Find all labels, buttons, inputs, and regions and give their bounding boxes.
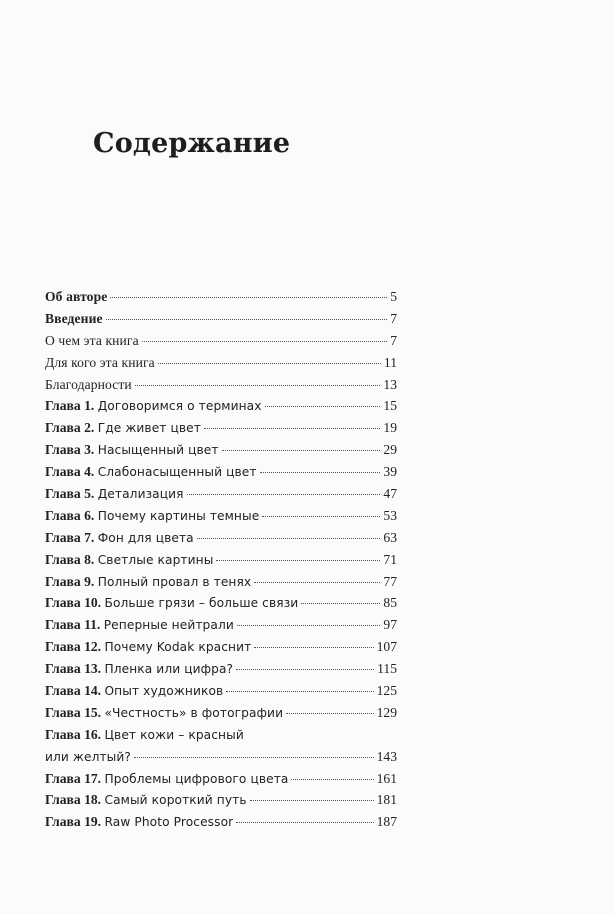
toc-entry-chapter-1[interactable] bbox=[45, 395, 397, 417]
toc-entry-page: 5 bbox=[390, 289, 397, 304]
toc-entry-chapter-13[interactable] bbox=[45, 658, 397, 680]
toc-entry-title: Где живет цвет bbox=[97, 421, 201, 436]
toc-entry-about-book[interactable] bbox=[45, 330, 397, 352]
dot-leader bbox=[260, 472, 381, 473]
chapter-number: Глава 13. bbox=[45, 661, 102, 677]
toc-entry-title: Почему Kodak краснит bbox=[104, 640, 252, 655]
dot-leader bbox=[254, 647, 373, 648]
dot-leader bbox=[216, 560, 380, 561]
toc-entry-chapter-19[interactable] bbox=[45, 811, 397, 833]
toc-entry-chapter-5[interactable] bbox=[45, 483, 397, 505]
toc-entry-chapter-10[interactable] bbox=[45, 592, 397, 614]
toc-entry-page: 39 bbox=[383, 464, 397, 480]
toc-entry-chapter-9[interactable] bbox=[45, 571, 397, 593]
toc-entry-about-author[interactable] bbox=[45, 286, 397, 308]
chapter-number: Глава 7. bbox=[45, 529, 95, 545]
toc-entry-title: О чем эта книга bbox=[45, 332, 139, 348]
toc-entry-page: 125 bbox=[376, 683, 397, 699]
toc-entry-page: 181 bbox=[376, 792, 397, 808]
dot-leader bbox=[142, 341, 387, 342]
dot-leader bbox=[222, 450, 381, 451]
toc-entry-title: Насыщенный цвет bbox=[97, 443, 219, 458]
toc-entry-page: 53 bbox=[383, 507, 397, 523]
dot-leader bbox=[106, 319, 388, 320]
chapter-number: Глава 8. bbox=[45, 551, 95, 567]
toc-entry-title: Светлые картины bbox=[97, 552, 214, 567]
toc-entry-chapter-8[interactable] bbox=[45, 549, 397, 571]
toc-entry-title: Детализация bbox=[97, 487, 184, 502]
dot-leader bbox=[135, 385, 381, 386]
chapter-number: Глава 3. bbox=[45, 442, 95, 458]
toc-entry-title: Пленка или цифра? bbox=[104, 662, 234, 677]
toc-entry-chapter-11[interactable] bbox=[45, 614, 397, 636]
toc-entry-page: 85 bbox=[383, 595, 397, 611]
toc-entry-title-continued: или желтый? bbox=[45, 749, 131, 764]
toc-entry-chapter-12[interactable] bbox=[45, 636, 397, 658]
toc-entry-page: 97 bbox=[383, 617, 397, 633]
toc-entry-chapter-6[interactable] bbox=[45, 505, 397, 527]
chapter-number: Глава 14. bbox=[45, 683, 102, 699]
dot-leader bbox=[226, 691, 373, 692]
chapter-number: Глава 18. bbox=[45, 792, 102, 808]
toc-entry-title: Реперные нейтрали bbox=[103, 618, 234, 633]
toc-entry-title: Raw Photo Processor bbox=[104, 815, 234, 830]
chapter-number: Глава 11. bbox=[45, 617, 101, 633]
toc-entry-title: Слабонасыщенный цвет bbox=[97, 465, 257, 480]
toc-entry-title: Фон для цвета bbox=[97, 530, 194, 545]
toc-entry-title: Цвет кожи – красный bbox=[104, 727, 244, 742]
toc-entry-chapter-14[interactable] bbox=[45, 680, 397, 702]
chapter-number: Глава 2. bbox=[45, 420, 95, 436]
dot-leader bbox=[204, 428, 380, 429]
toc-entry-page: 7 bbox=[390, 310, 397, 326]
dot-leader bbox=[286, 713, 374, 714]
chapter-number: Глава 12. bbox=[45, 639, 102, 655]
toc-entry-title: Благодарности bbox=[45, 376, 132, 392]
toc-entry-page: 129 bbox=[376, 704, 397, 720]
chapter-number: Глава 5. bbox=[45, 486, 95, 502]
dot-leader bbox=[236, 669, 374, 670]
toc-entry-title: «Честность» в фотографии bbox=[104, 705, 284, 720]
toc-entry-page: 15 bbox=[383, 398, 397, 414]
table-of-contents bbox=[45, 286, 397, 833]
toc-entry-audience[interactable] bbox=[45, 352, 397, 374]
toc-entry-chapter-16[interactable] bbox=[45, 724, 397, 768]
toc-entry-introduction[interactable] bbox=[45, 308, 397, 330]
toc-entry-page: 19 bbox=[383, 420, 397, 436]
toc-entry-page: 7 bbox=[390, 332, 397, 348]
toc-entry-page: 143 bbox=[376, 748, 397, 764]
toc-entry-page: 161 bbox=[376, 770, 397, 786]
dot-leader bbox=[265, 406, 381, 407]
toc-entry-title: Для кого эта книга bbox=[45, 354, 155, 370]
chapter-number: Глава 16. bbox=[45, 726, 102, 742]
toc-entry-page: 115 bbox=[377, 661, 397, 677]
dot-leader bbox=[262, 516, 380, 517]
dot-leader bbox=[110, 297, 387, 298]
dot-leader bbox=[254, 582, 380, 583]
dot-leader bbox=[158, 363, 381, 364]
toc-entry-chapter-17[interactable] bbox=[45, 768, 397, 790]
chapter-number: Глава 19. bbox=[45, 814, 102, 830]
toc-entry-page: 13 bbox=[383, 376, 397, 392]
dot-leader bbox=[291, 779, 373, 780]
dot-leader bbox=[197, 538, 381, 539]
dot-leader bbox=[301, 603, 380, 604]
dot-leader bbox=[187, 494, 381, 495]
toc-entry-title: Больше грязи – больше связи bbox=[104, 596, 299, 611]
toc-entry-acknowledgements[interactable] bbox=[45, 374, 397, 396]
chapter-number: Глава 15. bbox=[45, 704, 102, 720]
chapter-number: Глава 9. bbox=[45, 573, 95, 589]
toc-entry-chapter-18[interactable] bbox=[45, 789, 397, 811]
toc-entry-page: 187 bbox=[376, 814, 397, 830]
toc-entry-page: 77 bbox=[383, 573, 397, 589]
toc-entry-chapter-3[interactable] bbox=[45, 439, 397, 461]
chapter-number: Глава 1. bbox=[45, 398, 95, 414]
toc-entry-chapter-2[interactable] bbox=[45, 417, 397, 439]
toc-entry-page: 29 bbox=[383, 442, 397, 458]
toc-entry-page: 47 bbox=[383, 486, 397, 502]
toc-entry-chapter-7[interactable] bbox=[45, 527, 397, 549]
toc-entry-chapter-4[interactable] bbox=[45, 461, 397, 483]
dot-leader bbox=[134, 757, 374, 758]
toc-entry-page: 107 bbox=[376, 639, 397, 655]
chapter-number: Глава 6. bbox=[45, 507, 95, 523]
dot-leader bbox=[237, 625, 381, 626]
toc-entry-page: 11 bbox=[383, 354, 397, 370]
toc-entry-page: 63 bbox=[383, 529, 397, 545]
toc-entry-title: Договоримся о терминах bbox=[97, 399, 262, 414]
chapter-number: Глава 4. bbox=[45, 464, 95, 480]
page-title: Содержание bbox=[93, 128, 291, 159]
toc-entry-title: Самый короткий путь bbox=[104, 793, 247, 808]
dot-leader bbox=[236, 822, 373, 823]
dot-leader bbox=[250, 800, 374, 801]
toc-entry-page: 71 bbox=[383, 551, 397, 567]
toc-entry-title: Об авторе bbox=[45, 289, 108, 304]
chapter-number: Глава 10. bbox=[45, 595, 102, 611]
toc-entry-title: Проблемы цифрового цвета bbox=[104, 771, 289, 786]
toc-entry-title: Введение bbox=[45, 310, 103, 326]
toc-entry-title: Опыт художников bbox=[104, 684, 224, 699]
toc-entry-title: Почему картины темные bbox=[97, 508, 260, 523]
toc-entry-chapter-15[interactable] bbox=[45, 702, 397, 724]
toc-entry-title: Полный провал в тенях bbox=[97, 574, 252, 589]
chapter-number: Глава 17. bbox=[45, 770, 102, 786]
